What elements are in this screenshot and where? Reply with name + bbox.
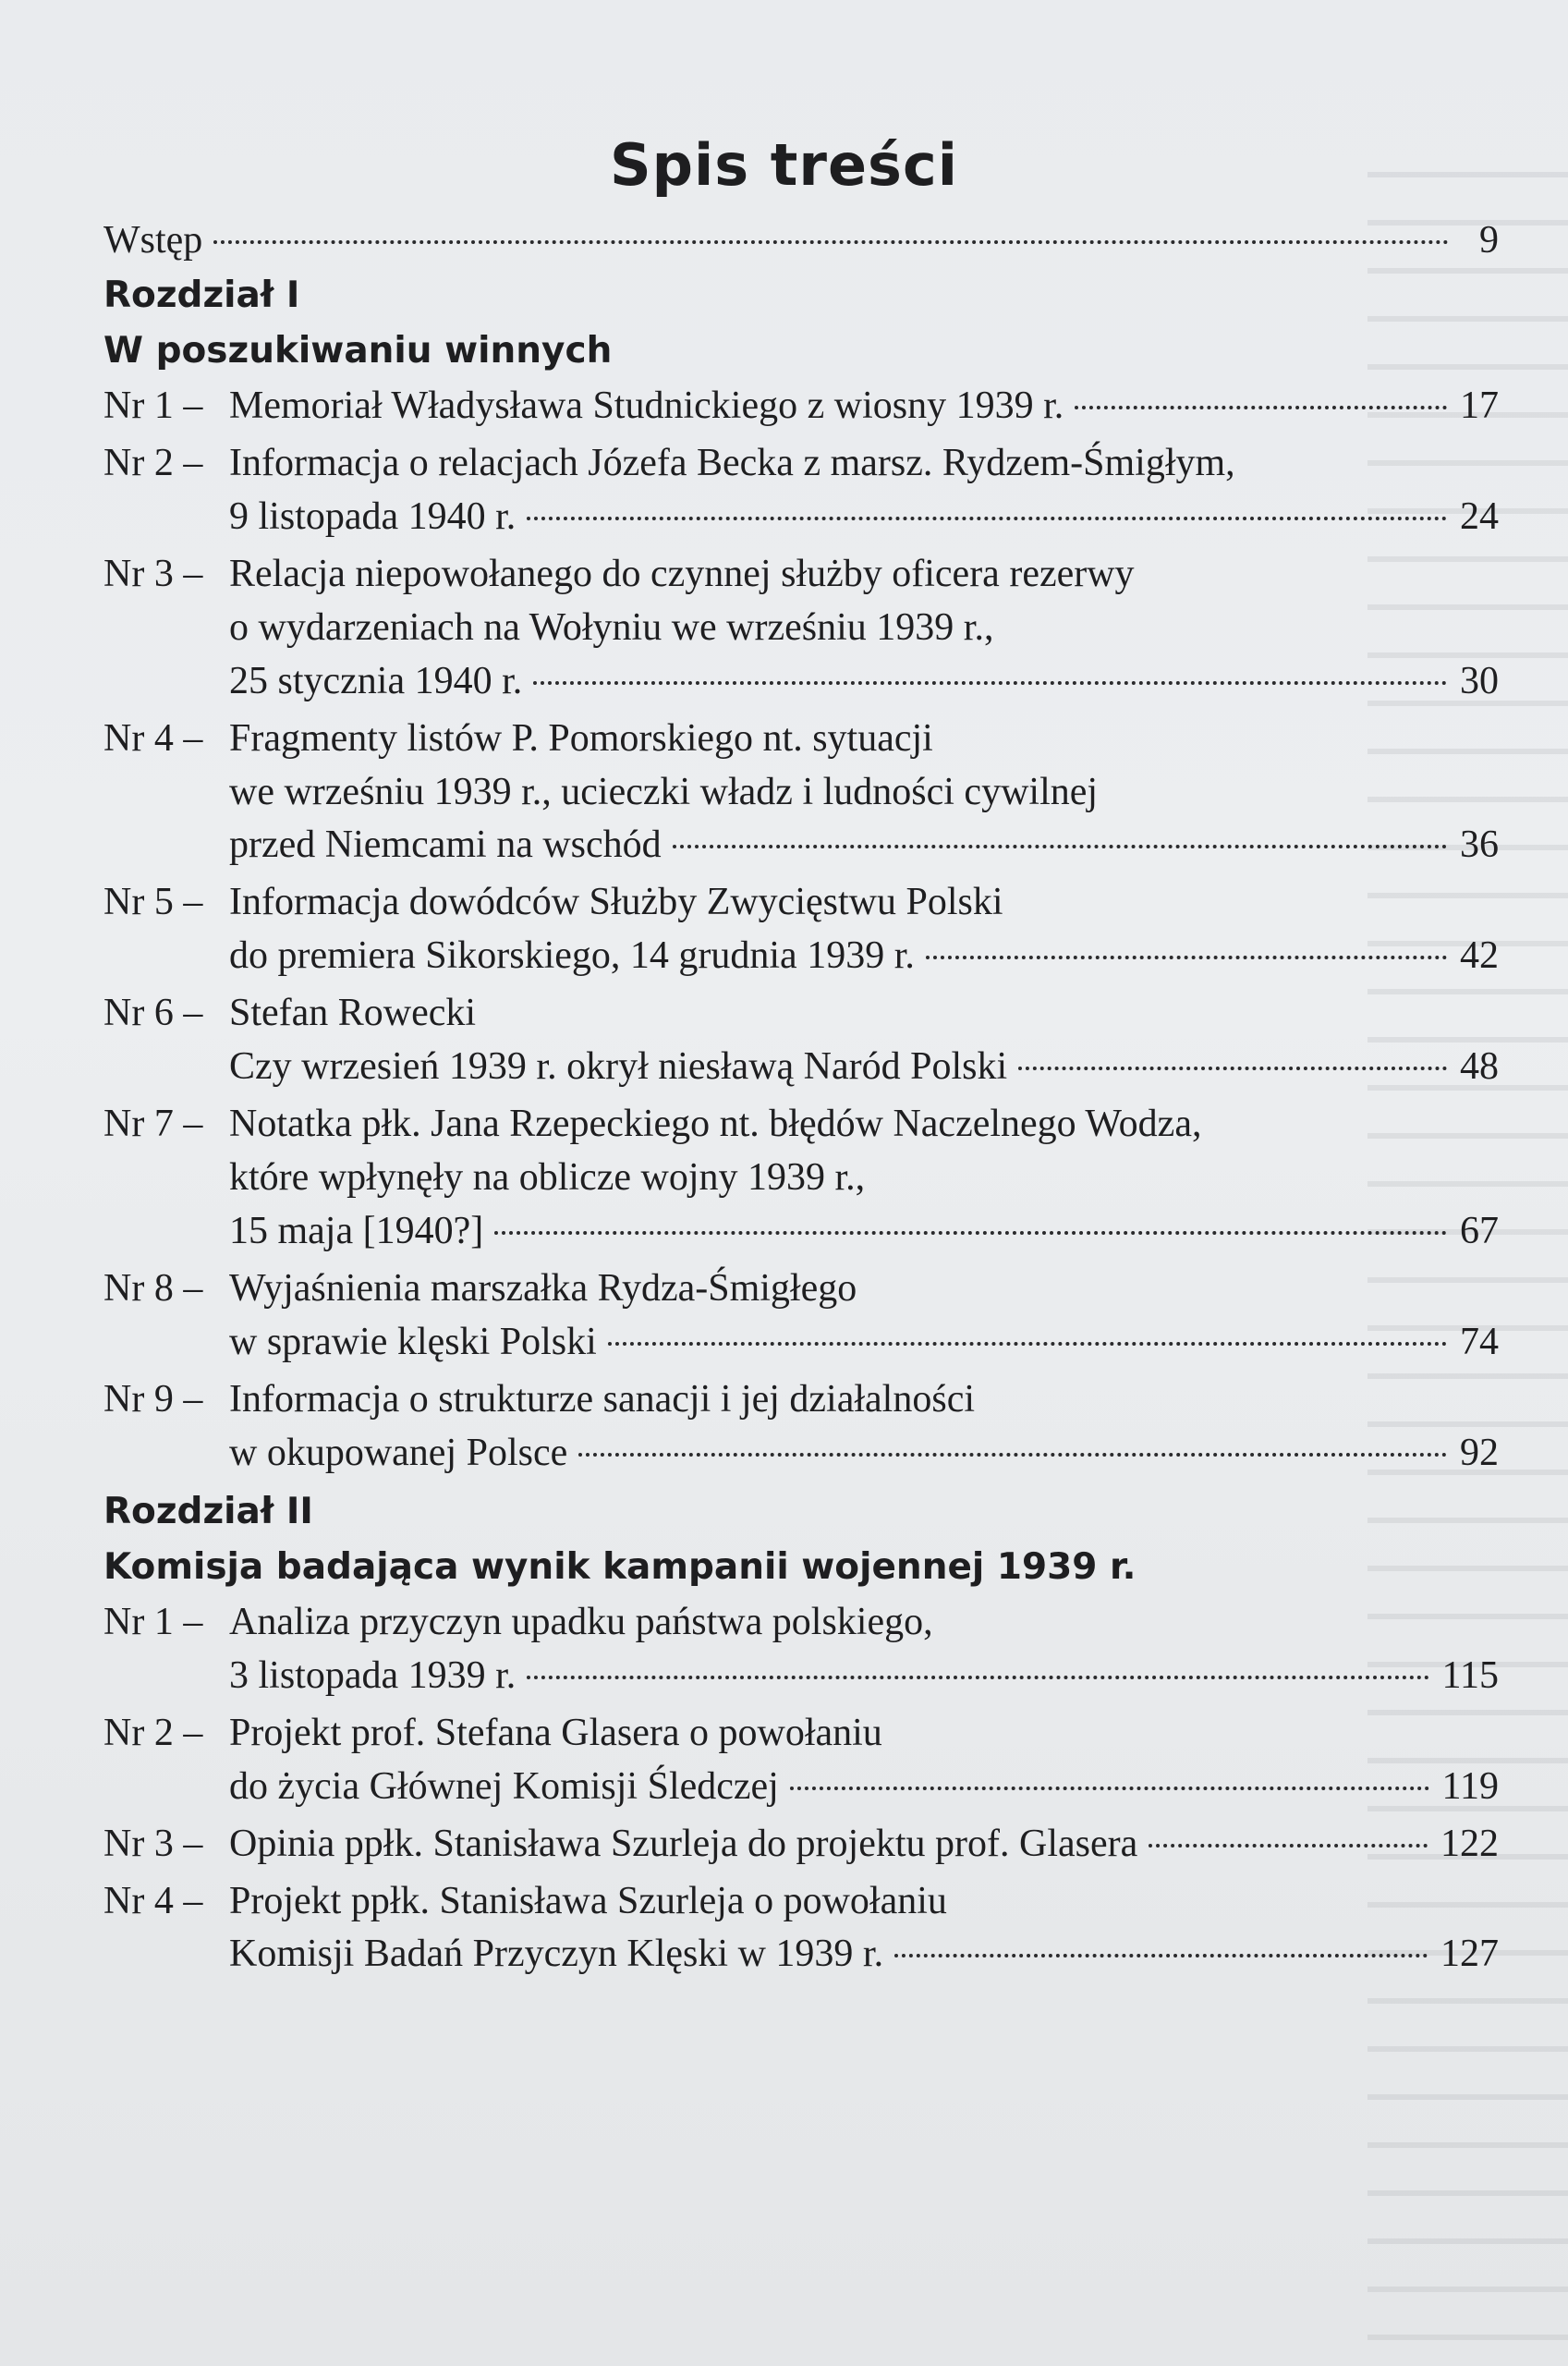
dot-leader [1075, 406, 1447, 409]
entry-last-line [103, 1316, 1499, 1370]
entry-text: przed Niemcami na wschód [229, 823, 662, 867]
dot-leader [1149, 1844, 1428, 1848]
entry-text [229, 1928, 894, 1982]
toc-entry-label: Wstęp [103, 219, 203, 262]
entry-text: Fragmenty listów P. Pomorskiego nt. sytuacji [229, 716, 933, 760]
page-number: 42 [1460, 934, 1499, 978]
entry-number: Nr 9 – [103, 1377, 203, 1421]
toc-entry [103, 1262, 1499, 1370]
entry-text: Komisji Badań Przyczyn Klęski w 1939 r. [229, 1933, 884, 1976]
entry-text-line [103, 1152, 1499, 1205]
entry-text [229, 1041, 1018, 1094]
entry-text [103, 1818, 1149, 1872]
page-number: 92 [1460, 1431, 1499, 1474]
chapter-entries [103, 1596, 1499, 1982]
entry-text: Projekt ppłk. Stanisława Szurleja o powołaniu [229, 1879, 947, 1922]
entry-text: Stefan Rowecki [229, 992, 477, 1035]
toc-entry [103, 380, 1499, 433]
entry-text [229, 1316, 608, 1370]
page-number: 36 [1460, 823, 1499, 867]
page-number: 74 [1460, 1321, 1499, 1364]
entry-text: Czy wrzesień 1939 r. okrył niesławą Naród Polski [229, 1045, 1008, 1089]
entry-text-line [103, 1373, 1499, 1427]
dot-leader [494, 1231, 1447, 1235]
page-number: 9 [1479, 219, 1499, 262]
entry-last-line [103, 1650, 1499, 1703]
entry-text: Projekt prof. Stefana Glasera o powołaniu [229, 1711, 882, 1754]
entry-text [229, 1205, 494, 1259]
dot-leader [926, 956, 1447, 959]
dot-leader [533, 681, 1447, 685]
entry-number: Nr 6 – [103, 992, 203, 1035]
entry-text: Relacja niepowołanego do czynnej służby oficera rezerwy [229, 552, 1135, 595]
toc-entry [103, 1373, 1499, 1481]
dot-leader [673, 845, 1447, 848]
entry-text: 15 maja [1940?] [229, 1210, 484, 1253]
entry-number: Nr 7 – [103, 1103, 203, 1146]
entry-number: Nr 2 – [103, 441, 203, 484]
dot-leader [790, 1787, 1429, 1790]
dot-leader [527, 1676, 1428, 1679]
entry-text: o wydarzeniach na Wołyniu we wrześniu 1939 r., [229, 605, 994, 649]
toc-entry [103, 1098, 1499, 1259]
entry-text-line [103, 1596, 1499, 1650]
toc-entry [103, 437, 1499, 544]
page-number: 119 [1441, 1764, 1499, 1808]
entry-number: Nr 1 – [103, 384, 203, 427]
page-number: 67 [1460, 1210, 1499, 1253]
entry-text: do życia Głównej Komisji Śledczej [229, 1764, 779, 1808]
entry-text: Opinia ppłk. Stanisława Szurleja do projektu prof. Glasera [229, 1822, 1138, 1865]
toc-entry [103, 1596, 1499, 1703]
entry-last-line [103, 819, 1499, 872]
entry-text: które wpłynęły na oblicze wojny 1939 r., [229, 1156, 866, 1200]
table-of-contents [103, 214, 1499, 1985]
entry-text: Analiza przyczyn upadku państwa polskiego, [229, 1600, 933, 1643]
entry-last-line [103, 1041, 1499, 1094]
page-number: 122 [1440, 1822, 1499, 1865]
dot-leader [1018, 1067, 1447, 1070]
entry-text-line [103, 1262, 1499, 1316]
entry-number: Nr 8 – [103, 1267, 203, 1311]
entry-text [229, 1761, 790, 1814]
entry-text [229, 930, 926, 983]
chapter-number: Rozdział I [103, 274, 300, 316]
dot-leader [578, 1453, 1447, 1457]
entry-last-line [103, 930, 1499, 983]
page-number: 127 [1440, 1933, 1499, 1976]
toc-entry [103, 876, 1499, 983]
entry-text-line [103, 548, 1499, 602]
entry-text: Memoriał Władysława Studnickiego z wiosny 1939 r. [229, 384, 1064, 427]
toc-entry [103, 1818, 1499, 1872]
entry-text [229, 819, 673, 872]
entry-number: Nr 4 – [103, 716, 203, 760]
entry-last-line [103, 1928, 1499, 1982]
dot-leader [608, 1342, 1447, 1346]
entry-number: Nr 5 – [103, 881, 203, 924]
page-number: 115 [1441, 1653, 1499, 1697]
chapter-title: W poszukiwaniu winnych [103, 330, 613, 372]
entry-text: 25 stycznia 1940 r. [229, 659, 523, 702]
toc-entry [103, 1707, 1499, 1814]
dot-leader [527, 517, 1447, 520]
page-number: 48 [1460, 1045, 1499, 1089]
toc-entry [103, 713, 1499, 873]
entry-last-line [103, 1427, 1499, 1481]
entry-text [229, 491, 527, 544]
dot-leader [213, 240, 1449, 244]
entry-text [229, 1427, 578, 1481]
entry-text: Wyjaśnienia marszałka Rydza-Śmigłego [229, 1267, 857, 1311]
toc-entry-intro [103, 214, 1499, 268]
entry-text-line [103, 1707, 1499, 1761]
entry-text: Informacja o relacjach Józefa Becka z marsz. Rydzem-Śmigłym, [229, 441, 1235, 484]
entry-text-line [103, 876, 1499, 930]
entry-text: Informacja o strukturze sanacji i jej działalności [229, 1377, 976, 1421]
chapter-entries [103, 380, 1499, 1481]
entry-text: w sprawie klęski Polski [229, 1321, 597, 1364]
entry-last-line [103, 1761, 1499, 1814]
chapter-title: Komisja badająca wynik kampanii wojennej 1939 r. [103, 1546, 1136, 1589]
entry-number: Nr 1 – [103, 1600, 203, 1643]
entry-text: Notatka płk. Jana Rzepeckiego nt. błędów Naczelnego Wodza, [229, 1103, 1202, 1146]
entry-text: 3 listopada 1939 r. [229, 1653, 517, 1697]
entry-number: Nr 4 – [103, 1879, 203, 1922]
toc-entry [103, 1875, 1499, 1982]
page-number: 24 [1460, 494, 1499, 538]
entry-last-line [103, 1818, 1499, 1872]
entry-text-line [103, 766, 1499, 820]
entry-text-line [103, 987, 1499, 1041]
entry-text: we wrześniu 1939 r., ucieczki władz i ludności cywilnej [229, 770, 1099, 813]
toc-entry [103, 548, 1499, 709]
entry-last-line [103, 491, 1499, 544]
entry-text-line [103, 1098, 1499, 1152]
entry-text-line [103, 1875, 1499, 1929]
page-number: 30 [1460, 659, 1499, 702]
entry-text-line [103, 602, 1499, 655]
entry-last-line [103, 1205, 1499, 1259]
entry-text: do premiera Sikorskiego, 14 grudnia 1939 r. [229, 934, 915, 978]
entry-text-line [103, 713, 1499, 766]
dot-leader [894, 1954, 1428, 1957]
entry-number: Nr 2 – [103, 1711, 203, 1754]
entry-last-line [103, 655, 1499, 709]
page-number: 17 [1460, 384, 1499, 427]
toc-entry [103, 987, 1499, 1094]
entry-number: Nr 3 – [103, 1822, 203, 1865]
entry-text [229, 1650, 527, 1703]
entry-number: Nr 3 – [103, 552, 203, 595]
entry-text-line [103, 437, 1499, 491]
entry-text: 9 listopada 1940 r. [229, 494, 517, 538]
entry-text [229, 655, 533, 709]
entry-text [103, 380, 1075, 433]
chapter-number: Rozdział II [103, 1490, 313, 1532]
entry-last-line [103, 380, 1499, 433]
entry-text: Informacja dowódców Służby Zwycięstwu Polski [229, 881, 1003, 924]
page-title: Spis treści [610, 131, 958, 199]
entry-text: w okupowanej Polsce [229, 1431, 568, 1474]
